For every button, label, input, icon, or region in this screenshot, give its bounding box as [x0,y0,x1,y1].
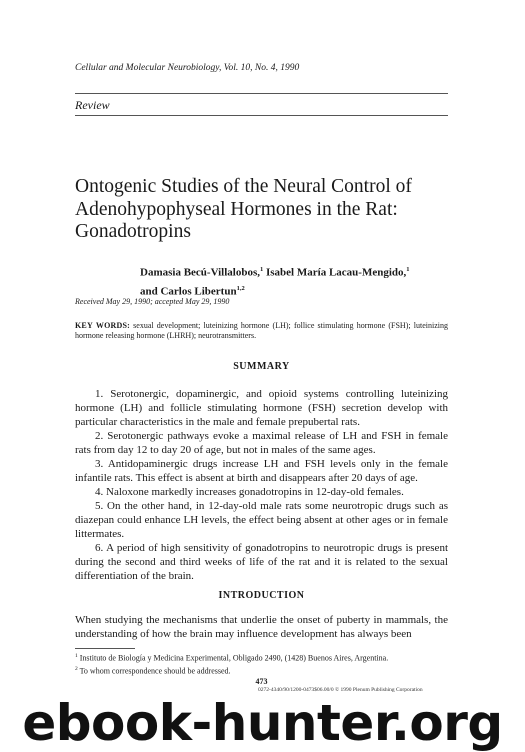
footnote-mark: 1 [75,653,78,659]
summary-paragraph: 5. On the other hand, in 12-day-old male rats some neurotropic drugs such as diazepan could enhance LH levels, the effect being absent at other ages or in female littermates. [75,500,448,540]
article-title: Ontogenic Studies of the Neural Control of Adenohypophyseal Hormones in the Rat: Gonadotropins [75,176,412,242]
summary-paragraph: 6. A period of high sensitivity of gonadotropins to neurotropic drugs is present during the second and third weeks of life of the rat and it is related to the sexual differentiation of the brain. [75,542,448,582]
introduction-body: When studying the mechanisms that underlie the onset of puberty in mammals, the understanding of how the brain may influence development has always been [75,614,448,640]
journal-citation: Cellular and Molecular Neurobiology, Vol. 10, No. 4, 1990 [75,63,300,73]
footnote-mark: 2 [75,665,78,672]
received-dates: Received May 29, 1990; accepted May 29, 1990 [75,297,230,306]
keywords-label: KEY WORDS: [75,321,130,330]
author-name: Isabel María Lacau-Mengido, [263,266,407,279]
page-number: 473 [255,677,268,686]
author-list [140,262,470,299]
summary-body [75,387,448,583]
author-affiliation-mark: 1 [406,266,410,273]
footnote-item [75,651,448,664]
summary-paragraph: 2. Serotonergic pathways evoke a maximal release of LH and FSH in female rats from day 12 to day 20 of age, but not in males of the same ages. [75,430,448,456]
author-affiliation-mark: 1 [260,266,264,273]
copyright-line: 0272-4340/90/1200-0473$06.00/0 © 1990 Plenum Publishing Corporation [258,687,423,693]
introduction-heading: INTRODUCTION [218,590,305,601]
footnotes [75,651,448,676]
footnote-text: To whom correspondence should be addressed. [77,666,231,676]
footnote-divider [75,648,135,649]
author-affiliation-mark: 1,2 [236,284,245,292]
author-name: and Carlos Libertun [140,285,237,298]
keywords [75,321,448,341]
summary-paragraph: 3. Antidopaminergic drugs increase LH and FSH levels only in the female infantile rats. This effect is absent at birth and disappears after 20 days of age. [75,458,448,484]
summary-paragraph: 4. Naloxone markedly increases gonadotropins in 12-day-old females. [95,486,404,498]
divider-bottom [75,115,448,116]
author-name: Damasia Becú-Villalobos, [140,266,260,279]
keywords-text: sexual development; luteinizing hormone (LH); follice stimulating hormone (FSH); luteinizing hormone releasing hormone (LHRH); neurotransmitters. [75,321,448,340]
divider-top [75,93,448,94]
watermark-logo: ebook-hunter.org [22,694,503,752]
summary-paragraph: 1. Serotonergic, dopaminergic, and opioid systems controlling luteinizing hormone (LH) and follicle stimulating hormone (FSH) secretion develop with particular characteristics in the male and female prepubertal rats. [75,388,448,428]
section-label: Review [75,98,110,112]
summary-heading: SUMMARY [233,361,290,372]
footnote-text: Instituto de Biología y Medicina Experimental, Obligado 2490, (1428) Buenos Aires, Argentina. [77,653,389,663]
footnote-item [75,664,448,677]
